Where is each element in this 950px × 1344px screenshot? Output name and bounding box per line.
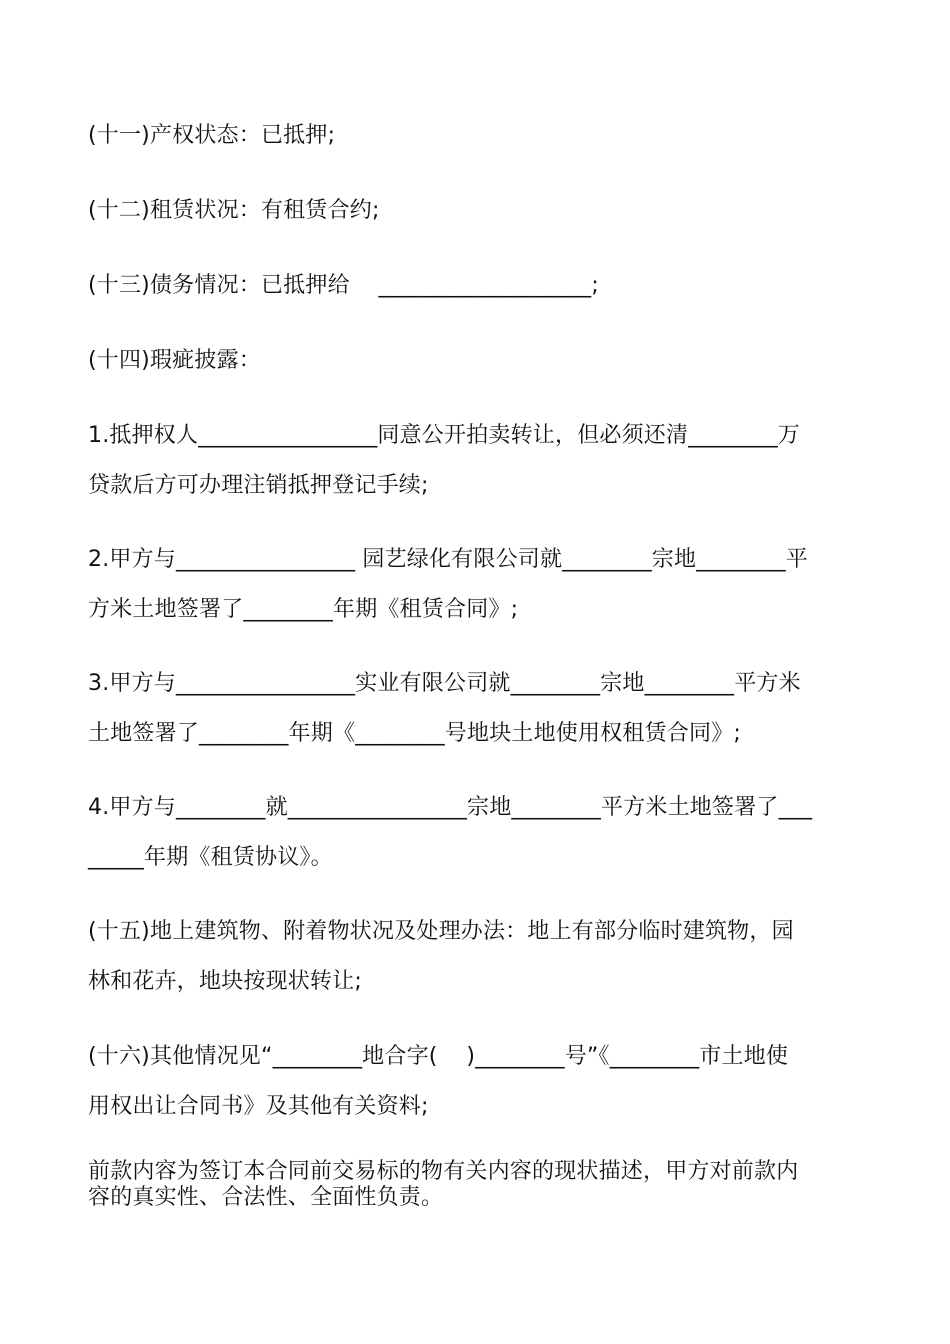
- clause-16-line-2: 用权出让合同书》及其他有关资料;: [88, 1094, 429, 1119]
- item-1-line-2: 贷款后方可办理注销抵押登记手续;: [88, 473, 429, 498]
- item-3-line-2: 土地签署了________年期《________号地块土地使用权租赁合同》;: [88, 721, 742, 746]
- item-4-line-2: _____年期《租赁协议》。: [88, 845, 333, 870]
- item-1-line-1: 1.抵押权人________________同意公开拍卖转让，但必须还清________万: [88, 423, 800, 448]
- clause-16-line-1: (十六)其他情况见“________地合字( )________号”《________市土地使: [88, 1044, 789, 1069]
- item-2-line-1: 2.甲方与________________ 园艺绿化有限公司就________宗地________平: [88, 547, 808, 572]
- clause-12-lease-status: (十二)租赁状况：有租赁合约;: [88, 198, 380, 223]
- clause-15-line-1: (十五)地上建筑物、附着物状况及处理办法：地上有部分临时建筑物，园: [88, 919, 794, 944]
- clause-13-debt-status: (十三)债务情况：已抵押给 ___________________;: [88, 273, 599, 298]
- item-3-line-1: 3.甲方与________________实业有限公司就________宗地________平方米: [88, 671, 801, 696]
- closing-paragraph-line-1: 前款内容为签订本合同前交易标的物有关内容的现状描述，甲方对前款内: [88, 1159, 799, 1184]
- clause-14-defect-disclosure: (十四)瑕疵披露：: [88, 348, 261, 373]
- closing-paragraph-line-2: 容的真实性、合法性、全面性负责。: [88, 1185, 444, 1210]
- clause-11-property-status: (十一)产权状态：已抵押;: [88, 123, 336, 148]
- item-4-line-1: 4.甲方与________就________________宗地________平方米土地签署了___: [88, 795, 813, 820]
- clause-15-line-2: 林和花卉，地块按现状转让;: [88, 969, 363, 994]
- item-2-line-2: 方米土地签署了________年期《租赁合同》;: [88, 597, 519, 622]
